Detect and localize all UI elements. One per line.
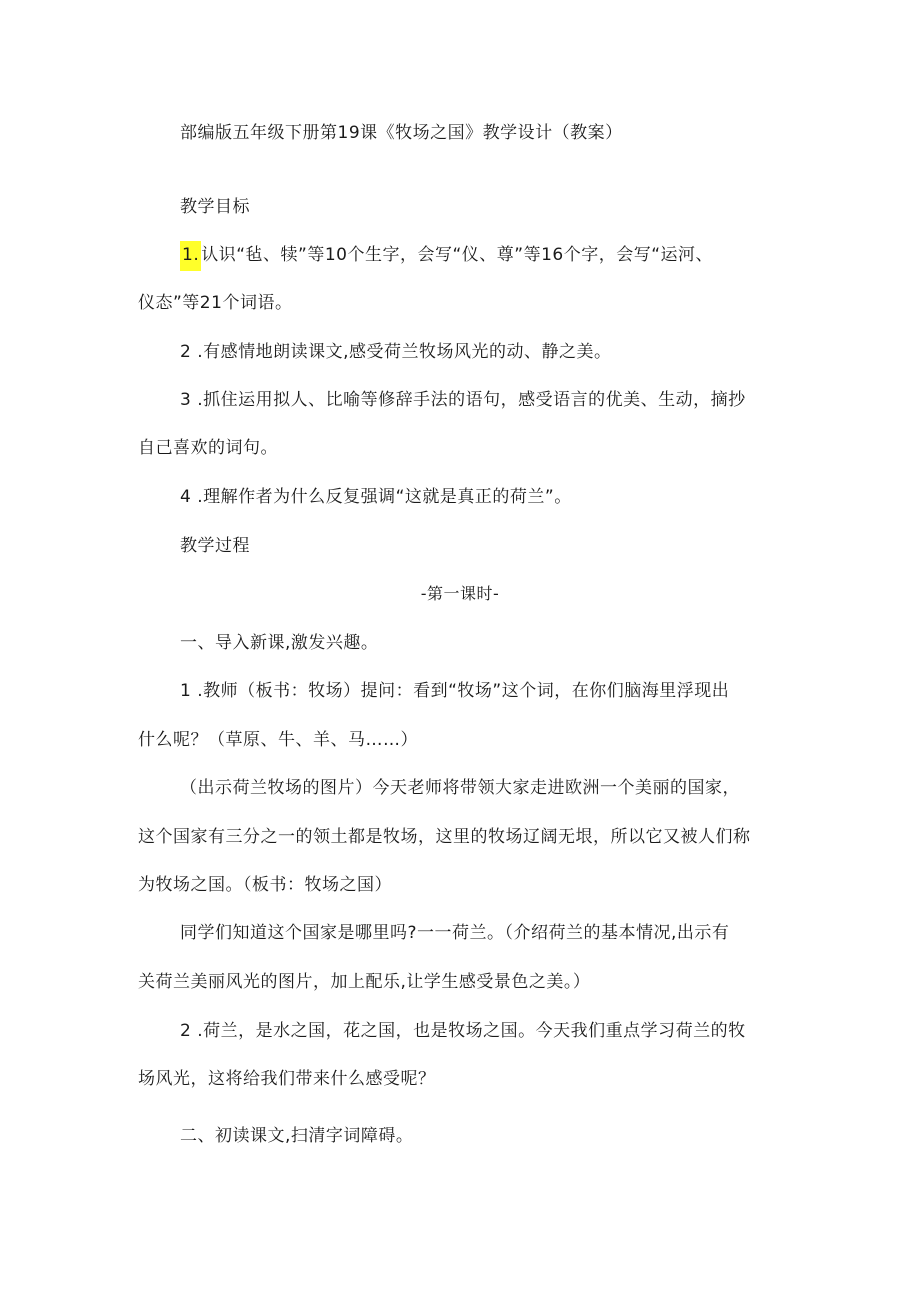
step-1-paragraph-4-line-1: 2 .荷兰，是水之国，花之国，也是牧场之国。今天我们重点学习荷兰的牧: [180, 1021, 746, 1041]
step-1-paragraph-2-line-2: 这个国家有三分之一的领土都是牧场，这里的牧场辽阔无垠，所以它又被人们称: [138, 827, 751, 847]
step-1-paragraph-2-line-1: （出示荷兰牧场的图片）今天老师将带领大家走进欧洲一个美丽的国家，: [180, 778, 740, 798]
goal-1-line-1: [180, 244, 713, 266]
goal-1-line-2: 仪态”等21个词语。: [138, 293, 293, 313]
goal-3-line-2: 自己喜欢的词句。: [138, 438, 278, 458]
step-1-paragraph-1-line-1: 1 .教师（板书：牧场）提问：看到“牧场”这个词，在你们脑海里浮现出: [180, 681, 730, 701]
step-2-heading: 二、初读课文,扫清字词障碍。: [180, 1126, 414, 1146]
step-1-paragraph-1-line-2: 什么呢？（草原、牛、羊、马……）: [138, 730, 418, 750]
step-1-paragraph-3-line-2: 关荷兰美丽风光的图片，加上配乐,让学生感受景色之美。）: [138, 972, 591, 992]
goal-3-line-1: 3 .抓住运用拟人、比喻等修辞手法的语句，感受语言的优美、生动，摘抄: [180, 390, 746, 410]
goal-1-number-highlight: 1.: [180, 241, 201, 271]
process-heading: 教学过程: [180, 536, 250, 556]
goals-heading: 教学目标: [180, 197, 250, 217]
step-1-paragraph-2-line-3: 为牧场之国。（板书：牧场之国）: [138, 875, 392, 895]
lesson-label: -第一课时-: [420, 584, 500, 603]
goal-1-text: 认识“毡、犊”等10个生字，会写“仪、尊”等16个字，会写“运河、: [201, 245, 714, 265]
step-1-heading: 一、导入新课,激发兴趣。: [180, 633, 379, 653]
goal-4: 4 .理解作者为什么反复强调“这就是真正的荷兰”。: [180, 487, 572, 507]
document-title: 部编版五年级下册第19课《牧场之国》教学设计（教案）: [180, 123, 623, 143]
step-1-paragraph-3-line-1: 同学们知道这个国家是哪里吗?一一荷兰。（介绍荷兰的基本情况,出示有: [180, 923, 730, 943]
goal-2: 2 .有感情地朗读课文,感受荷兰牧场风光的动、静之美。: [180, 342, 612, 362]
step-1-paragraph-4-line-2: 场风光，这将给我们带来什么感受呢？: [138, 1069, 436, 1089]
